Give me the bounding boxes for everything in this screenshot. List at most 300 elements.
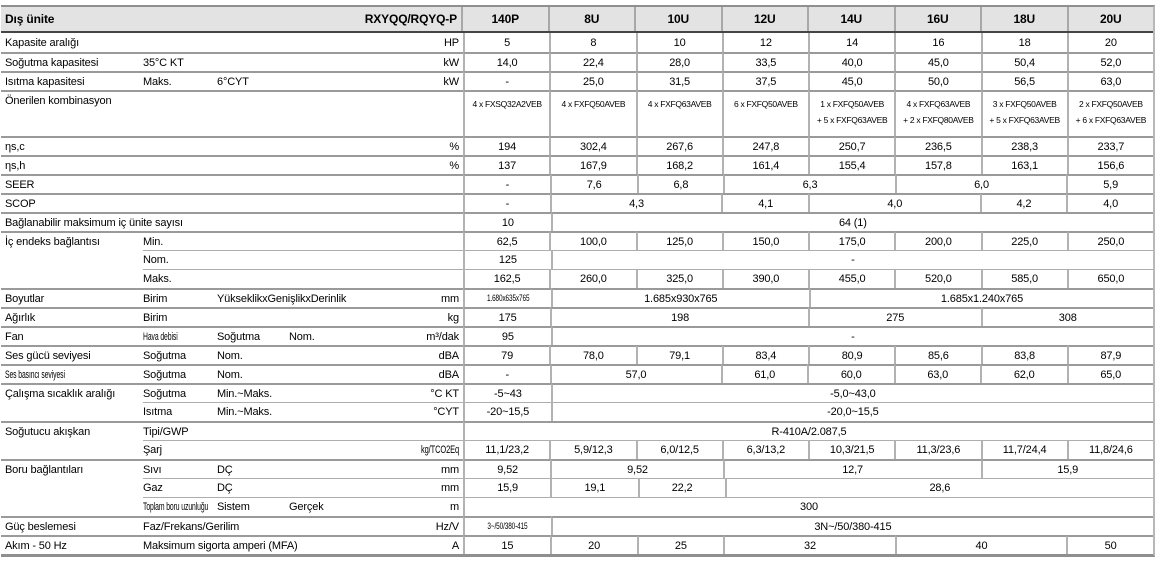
- spec-value: 63,0: [894, 364, 981, 383]
- spec-value: 6,3: [723, 174, 895, 193]
- spec-value: 40: [895, 535, 1067, 554]
- unit-label: [355, 231, 463, 250]
- spec-value: 4,0: [808, 193, 980, 212]
- row-sublabel: [289, 155, 355, 174]
- row-sublabel: [143, 212, 217, 231]
- spec-value: 95: [463, 326, 551, 345]
- column-header: 8U: [548, 7, 635, 31]
- row-sublabel: Nom.: [217, 364, 289, 383]
- table-row: [1, 71, 1153, 90]
- spec-value: 4,1: [721, 193, 808, 212]
- table-row: [1, 269, 1153, 288]
- spec-value: 33,5: [722, 52, 808, 71]
- spec-value: 80,9: [808, 345, 894, 364]
- spec-value: 15,9: [981, 459, 1154, 478]
- spec-value: -: [551, 250, 1153, 269]
- row-sublabel: [289, 71, 355, 90]
- table-row: [1, 402, 1153, 421]
- row-label: Ses basıncı seviyesi: [1, 364, 143, 383]
- spec-value: 3 x FXFQ50AVEB + 5 x FXFQ63AVEB: [981, 90, 1067, 136]
- spec-value: 125,0: [636, 231, 722, 250]
- table-row: [1, 136, 1153, 155]
- row-sublabel: Maksimum sigorta amperi (MFA): [143, 535, 217, 554]
- table-title-cell: [1, 7, 143, 31]
- unit-label: m: [355, 497, 463, 516]
- spec-value: -5,0~43,0: [551, 383, 1153, 402]
- row-sublabel: [289, 52, 355, 71]
- spec-value: 1.685x1.240x765: [809, 288, 1153, 307]
- row-sublabel: [217, 307, 289, 326]
- row-sublabel: [289, 288, 355, 307]
- row-sublabel: [217, 269, 289, 288]
- spec-value: 4 x FXFQ50AVEB: [549, 90, 635, 136]
- spec-value: 19,1: [550, 478, 637, 497]
- row-sublabel: [289, 250, 355, 269]
- spec-value: 225,0: [981, 231, 1067, 250]
- row-sublabel: Tipi/GWP: [143, 421, 217, 440]
- spec-value: 85,6: [894, 345, 980, 364]
- spec-value: 65,0: [1067, 364, 1154, 383]
- row-sublabel: Birim: [143, 307, 217, 326]
- row-sublabel: [217, 212, 289, 231]
- unit-label: mm: [355, 478, 463, 497]
- row-sublabel: DÇ: [217, 478, 289, 497]
- spec-value: 308: [981, 307, 1154, 326]
- spec-value: 250,0: [1067, 231, 1153, 250]
- row-sublabel: Birim: [143, 288, 217, 307]
- row-label: Ağırlık: [1, 307, 143, 326]
- unit-label: °CYT: [355, 402, 463, 421]
- row-sublabel: [217, 535, 289, 554]
- column-header: 20U: [1067, 7, 1154, 31]
- row-label: [1, 250, 143, 269]
- row-sublabel: DÇ: [217, 459, 289, 478]
- unit-label: kW: [355, 52, 463, 71]
- row-label: ηs,h: [1, 155, 143, 174]
- spec-value: 163,1: [981, 155, 1067, 174]
- column-header: 16U: [894, 7, 981, 31]
- row-sublabel: [289, 421, 355, 440]
- spec-value: 22,4: [549, 52, 635, 71]
- spec-value: 157,8: [894, 155, 980, 174]
- table-row: [1, 33, 1153, 52]
- unit-label: °C KT: [355, 383, 463, 402]
- spec-value: 3N~/50/380-415: [551, 516, 1153, 535]
- unit-label: [355, 193, 463, 212]
- spec-value: 6,0: [895, 174, 1067, 193]
- spec-value: 12,7: [723, 459, 981, 478]
- column-header: 18U: [980, 7, 1067, 31]
- spec-value: 15: [463, 535, 550, 554]
- row-sublabel: [217, 52, 289, 71]
- spec-value: 168,2: [636, 155, 722, 174]
- spec-value: -: [463, 364, 550, 383]
- spec-value: 520,0: [894, 269, 980, 288]
- spec-value: -: [463, 174, 550, 193]
- unit-label: Hz/V: [355, 516, 463, 535]
- unit-label: dBA: [355, 345, 463, 364]
- unit-label: kg: [355, 307, 463, 326]
- spec-value: R-410A/2.087,5: [463, 421, 1153, 440]
- spec-value: 6 x FXFQ50AVEB: [722, 90, 808, 136]
- table-row: [1, 440, 1153, 459]
- row-sublabel: Şarj: [143, 440, 217, 459]
- spec-value: 5,9: [1066, 174, 1153, 193]
- row-sublabel: Toplam boru uzunluğu: [143, 497, 217, 516]
- row-label: [1, 478, 143, 497]
- spec-value: 455,0: [808, 269, 894, 288]
- spec-value: 233,7: [1067, 136, 1153, 155]
- spec-value: 325,0: [636, 269, 722, 288]
- row-sublabel: [289, 459, 355, 478]
- row-sublabel: [289, 174, 355, 193]
- spec-value: 238,3: [981, 136, 1067, 155]
- spec-value: 5: [463, 33, 549, 52]
- spec-value: 8: [549, 33, 635, 52]
- row-sublabel: [143, 136, 217, 155]
- spec-value: 87,9: [1067, 345, 1153, 364]
- row-sublabel: Maks.: [143, 269, 217, 288]
- spec-value: 236,5: [894, 136, 980, 155]
- table-row: [1, 174, 1153, 193]
- table-row: [1, 288, 1153, 307]
- table-row: [1, 52, 1153, 71]
- row-label: SCOP: [1, 193, 143, 212]
- spec-value: 194: [463, 136, 549, 155]
- row-sublabel: [289, 212, 355, 231]
- row-sublabel: [289, 535, 355, 554]
- row-label: Boyutlar: [1, 288, 143, 307]
- table-row: [1, 364, 1153, 383]
- unit-label: [355, 212, 463, 231]
- spec-value: 6,0/12,5: [636, 440, 722, 459]
- row-sublabel: [289, 307, 355, 326]
- row-sublabel: [289, 90, 355, 136]
- spec-value: 20: [550, 535, 637, 554]
- spec-value: 10,3/21,5: [808, 440, 894, 459]
- row-sublabel: Min.~Maks.: [217, 383, 289, 402]
- spec-value: 650,0: [1067, 269, 1153, 288]
- spec-value: 25,0: [549, 71, 635, 90]
- spec-value: -20~15,5: [463, 402, 551, 421]
- spec-value: 198: [550, 307, 808, 326]
- spec-value: 10: [636, 33, 722, 52]
- spec-value: 20: [1067, 33, 1153, 52]
- spec-value: 6,8: [637, 174, 724, 193]
- row-label: Soğutma kapasitesi: [1, 52, 143, 71]
- table-row: [1, 421, 1153, 440]
- row-sublabel: [143, 155, 217, 174]
- spec-value: 28,0: [636, 52, 722, 71]
- spec-value: 1 x FXFQ50AVEB + 5 x FXFQ63AVEB: [808, 90, 894, 136]
- table-row: [1, 250, 1153, 269]
- row-sublabel: [289, 402, 355, 421]
- column-header: 140P: [461, 7, 548, 31]
- spec-value: 260,0: [549, 269, 635, 288]
- row-sublabel: Soğutma: [217, 326, 289, 345]
- spec-value: 156,6: [1067, 155, 1153, 174]
- row-label: SEER: [1, 174, 143, 193]
- row-sublabel: Nom.: [289, 326, 355, 345]
- row-label: Isıtma kapasitesi: [1, 71, 143, 90]
- row-label: Fan: [1, 326, 143, 345]
- row-sublabel: [217, 155, 289, 174]
- spec-value: 61,0: [721, 364, 808, 383]
- spec-value: 62,0: [980, 364, 1067, 383]
- row-sublabel: [289, 516, 355, 535]
- row-sublabel: Sıvı: [143, 459, 217, 478]
- spec-value: 150,0: [722, 231, 808, 250]
- spec-value: 45,0: [894, 52, 980, 71]
- row-sublabel: 6°CYT: [217, 71, 289, 90]
- spec-value: 28,6: [725, 478, 1153, 497]
- spec-value: 5,9/12,3: [549, 440, 635, 459]
- table-row: [1, 90, 1153, 136]
- spec-value: 83,4: [722, 345, 808, 364]
- spec-value: 175,0: [808, 231, 894, 250]
- row-sublabel: [289, 193, 355, 212]
- row-sublabel: Soğutma: [143, 345, 217, 364]
- row-label: [1, 497, 143, 516]
- spec-value: -: [463, 193, 550, 212]
- spec-value: 300: [463, 497, 1153, 516]
- table-row: [1, 307, 1153, 326]
- unit-label: kg/TCO2Eq: [355, 440, 463, 459]
- spec-value: 585,0: [981, 269, 1067, 288]
- row-label: Akım - 50 Hz: [1, 535, 143, 554]
- row-sublabel: Gerçek: [289, 497, 355, 516]
- table-body: [1, 33, 1153, 554]
- spec-value: 175: [463, 307, 550, 326]
- unit-label: mm: [355, 459, 463, 478]
- row-label: [1, 402, 143, 421]
- spec-value: 6,3/13,2: [722, 440, 808, 459]
- row-sublabel: [217, 90, 289, 136]
- row-sublabel: [217, 193, 289, 212]
- spec-value: 1.680x635x765: [463, 288, 551, 307]
- spec-value: 267,6: [636, 136, 722, 155]
- spec-value: 52,0: [1067, 52, 1153, 71]
- unit-label: [355, 90, 463, 136]
- table-row: [1, 345, 1153, 364]
- spec-value: 4 x FXFQ63AVEB + 2 x FXFQ80AVEB: [894, 90, 980, 136]
- spec-value: 50,4: [981, 52, 1067, 71]
- spec-value: 12: [722, 33, 808, 52]
- spec-value: 275: [808, 307, 981, 326]
- spec-value: 11,7/24,4: [981, 440, 1067, 459]
- row-sublabel: [217, 174, 289, 193]
- row-label: Ses gücü seviyesi: [1, 345, 143, 364]
- row-sublabel: [217, 421, 289, 440]
- row-label: [1, 440, 143, 459]
- spec-value: 50,0: [894, 71, 980, 90]
- spec-value: 161,4: [722, 155, 808, 174]
- spec-value: 15,9: [463, 478, 550, 497]
- spec-value: 79: [463, 345, 549, 364]
- spec-value: 302,4: [549, 136, 635, 155]
- row-label: Önerilen kombinasyon: [1, 90, 143, 136]
- spec-value: 63,0: [1067, 71, 1153, 90]
- spec-value: 11,8/24,6: [1067, 440, 1153, 459]
- spec-value: 16: [894, 33, 980, 52]
- table-row: [1, 193, 1153, 212]
- row-label: [1, 269, 143, 288]
- spec-value: 62,5: [463, 231, 549, 250]
- spec-value: 83,8: [981, 345, 1067, 364]
- row-sublabel: Gaz: [143, 478, 217, 497]
- spec-value: 7,6: [550, 174, 637, 193]
- table-header-row: [1, 7, 1153, 33]
- row-sublabel: 35°C KT: [143, 52, 217, 71]
- unit-label: [355, 421, 463, 440]
- row-sublabel: [289, 478, 355, 497]
- row-sublabel: [289, 364, 355, 383]
- spec-value: 4 x FXFQ63AVEB: [636, 90, 722, 136]
- table-row: [1, 326, 1153, 345]
- spec-value: 56,5: [981, 71, 1067, 90]
- spec-value: 9,52: [550, 459, 723, 478]
- spec-value: 37,5: [722, 71, 808, 90]
- spec-value: 2 x FXFQ50AVEB + 6 x FXFQ63AVEB: [1067, 90, 1153, 136]
- row-sublabel: [217, 231, 289, 250]
- row-sublabel: [289, 136, 355, 155]
- spec-value: -5~43: [463, 383, 551, 402]
- spec-value: 50: [1066, 535, 1153, 554]
- table-row: [1, 383, 1153, 402]
- row-sublabel: [143, 90, 217, 136]
- row-sublabel: [143, 33, 217, 52]
- spec-value: 32: [723, 535, 895, 554]
- model-series-cell: [143, 7, 461, 31]
- spec-value: 18: [981, 33, 1067, 52]
- spec-value: 4 x FXSQ32A2VEB: [463, 90, 549, 136]
- row-sublabel: Soğutma: [143, 364, 217, 383]
- spec-value: 200,0: [894, 231, 980, 250]
- spec-value: 250,7: [808, 136, 894, 155]
- row-sublabel: [217, 33, 289, 52]
- unit-label: HP: [444, 36, 459, 49]
- unit-label: kW: [355, 71, 463, 90]
- row-sublabel: Hava debisi: [143, 326, 217, 345]
- row-sublabel: [289, 345, 355, 364]
- spec-value: 10: [463, 212, 551, 231]
- spec-value: 247,8: [722, 136, 808, 155]
- spec-value: 390,0: [722, 269, 808, 288]
- row-sublabel: Nom.: [217, 345, 289, 364]
- table-row: [1, 212, 1153, 231]
- table-row: [1, 155, 1153, 174]
- table-row: [1, 516, 1153, 535]
- spec-value: 45,0: [808, 71, 894, 90]
- spec-value: 78,0: [549, 345, 635, 364]
- spec-value: 11,3/23,6: [894, 440, 980, 459]
- row-sublabel: [289, 269, 355, 288]
- row-sublabel: [289, 383, 355, 402]
- row-label: Güç beslemesi: [1, 516, 143, 535]
- row-sublabel: Faz/Frekans/Gerilim: [143, 516, 217, 535]
- spec-value: 155,4: [808, 155, 894, 174]
- row-sublabel: [217, 250, 289, 269]
- unit-label: %: [355, 136, 463, 155]
- row-sublabel: [217, 136, 289, 155]
- row-label: Soğutucu akışkan: [1, 421, 143, 440]
- row-sublabel: [143, 174, 217, 193]
- row-sublabel: Nom.: [143, 250, 217, 269]
- row-sublabel: [289, 440, 355, 459]
- row-sublabel: Soğutma: [143, 383, 217, 402]
- table-row: [1, 231, 1153, 250]
- spec-value: 100,0: [549, 231, 635, 250]
- row-sublabel: [289, 231, 355, 250]
- spec-value: 64 (1): [551, 212, 1153, 231]
- row-label: Boru bağlantıları: [1, 459, 143, 478]
- spec-value: 31,5: [636, 71, 722, 90]
- row-sublabel: Sistem: [217, 497, 289, 516]
- spec-value: 60,0: [807, 364, 894, 383]
- spec-value: 14: [808, 33, 894, 52]
- spec-value: 125: [463, 250, 551, 269]
- row-sublabel: Min.: [143, 231, 217, 250]
- unit-label: mm: [355, 288, 463, 307]
- row-label: ηs,c: [1, 136, 143, 155]
- row-label: İç endeks bağlantısı: [1, 231, 143, 250]
- row-sublabel: [217, 516, 289, 535]
- table-row: [1, 459, 1153, 478]
- row-label: Kapasite aralığı: [5, 36, 80, 49]
- row-sublabel: Maks.: [143, 71, 217, 90]
- spec-value: 162,5: [463, 269, 549, 288]
- row-sublabel: [217, 440, 289, 459]
- table-row: [1, 478, 1153, 497]
- spec-value: 11,1/23,2: [463, 440, 549, 459]
- spec-value: 9,52: [463, 459, 550, 478]
- spec-value: 3~/50/380-415: [463, 516, 551, 535]
- column-header: 10U: [634, 7, 721, 31]
- spec-value: 137: [463, 155, 549, 174]
- unit-label: [355, 269, 463, 288]
- unit-label: [355, 174, 463, 193]
- spec-value: 22,2: [638, 478, 725, 497]
- model-series-label: RXYQQ/RQYQ-P: [364, 12, 457, 26]
- spec-value: 4,3: [550, 193, 722, 212]
- row-sublabel: [289, 33, 355, 52]
- unit-label: dBA: [355, 364, 463, 383]
- column-header: 14U: [807, 7, 894, 31]
- unit-label: [355, 250, 463, 269]
- row-sublabel: [143, 193, 217, 212]
- row-label: Çalışma sıcaklık aralığı: [1, 383, 143, 402]
- table-row: [1, 535, 1153, 554]
- unit-label: %: [355, 155, 463, 174]
- spec-value: 1.685x930x765: [551, 288, 810, 307]
- table-title: Dış ünite: [5, 12, 55, 26]
- spec-value: -: [463, 71, 549, 90]
- spec-value: 4,0: [1066, 193, 1153, 212]
- spec-table: [1, 5, 1155, 557]
- spec-value: 57,0: [550, 364, 721, 383]
- unit-label: A: [355, 535, 463, 554]
- row-sublabel: YükseklikxGenişlikxDerinlik: [217, 288, 289, 307]
- row-sublabel: Min.~Maks.: [217, 402, 289, 421]
- table-row: [1, 497, 1153, 516]
- spec-value: 79,1: [636, 345, 722, 364]
- spec-value: 167,9: [549, 155, 635, 174]
- column-header: 12U: [721, 7, 808, 31]
- spec-value: -: [551, 326, 1153, 345]
- spec-value: 40,0: [808, 52, 894, 71]
- spec-value: 25: [637, 535, 724, 554]
- spec-value: 14,0: [463, 52, 549, 71]
